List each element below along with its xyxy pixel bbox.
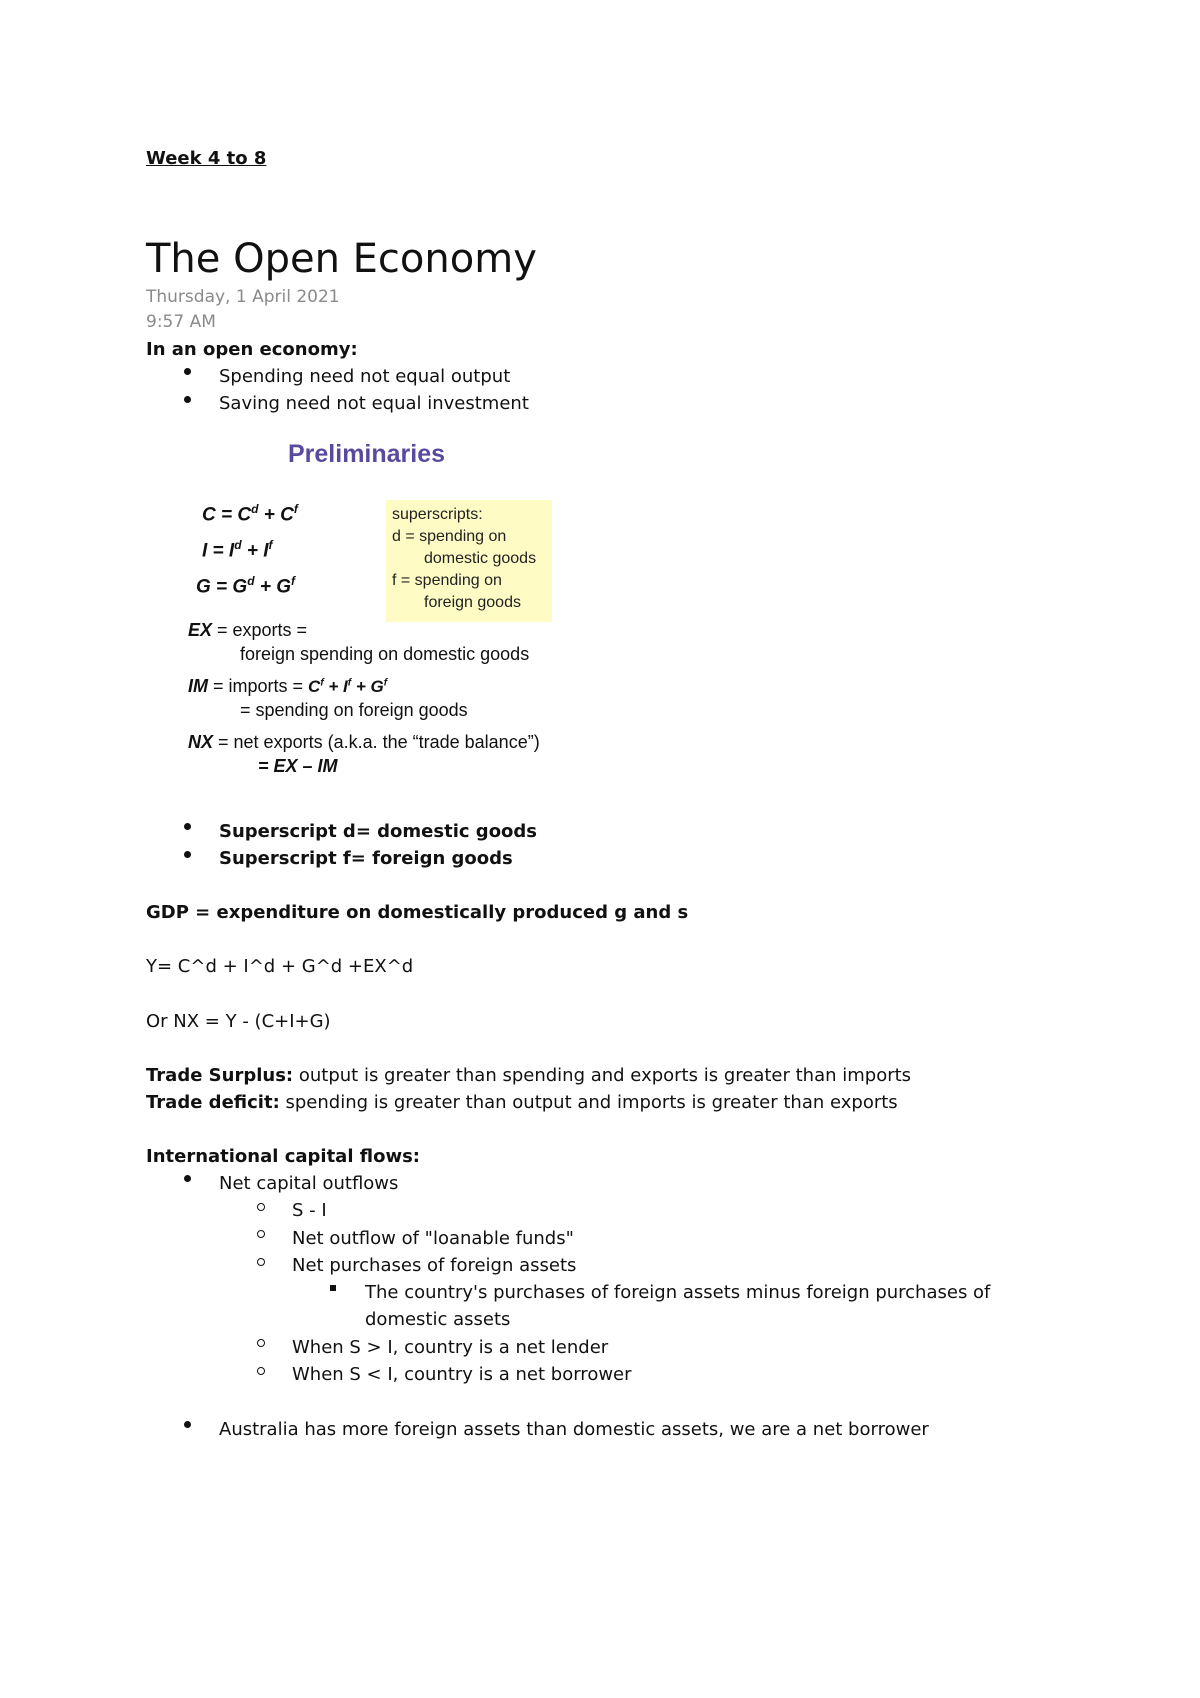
nx-definition: NX = net exports (a.k.a. the “trade balance”) — [188, 732, 540, 752]
note-line: foreign goods — [424, 594, 521, 611]
bullet-dot — [184, 851, 191, 858]
bullet-dot — [184, 1421, 191, 1428]
note-line: domestic goods — [424, 550, 537, 567]
list-item: Net outflow of "loanable funds" — [292, 1228, 574, 1249]
list-item: Australia has more foreign assets than domestic assets, we are a net borrower — [219, 1419, 929, 1440]
list-item: Spending need not equal output — [219, 366, 511, 387]
y-equation: Y= C^d + I^d + G^d +EX^d — [146, 956, 414, 977]
capital-heading: International capital flows: — [146, 1146, 421, 1167]
list-item-continued: domestic assets — [365, 1309, 511, 1330]
list-item: When S > I, country is a net lender — [292, 1337, 609, 1358]
circle-bullet — [257, 1258, 265, 1266]
ex-definition: EX = exports = — [188, 620, 308, 640]
square-bullet — [330, 1285, 336, 1291]
gdp-definition: GDP = expenditure on domestically produced g and s — [146, 902, 689, 923]
circle-bullet — [257, 1203, 265, 1211]
superscripts-note — [386, 500, 552, 622]
equation-c: $C = C^d + C^f$ — [202, 502, 298, 526]
circle-bullet — [257, 1367, 265, 1375]
week-heading: Week 4 to 8 — [146, 148, 267, 169]
ex-definition-line2: foreign spending on domestic goods — [240, 644, 530, 664]
circle-bullet — [257, 1230, 265, 1238]
trade-deficit: Trade deficit: spending is greater than output and imports is greater than exports — [146, 1092, 898, 1113]
page-date: Thursday, 1 April 2021 — [146, 287, 340, 307]
slide-title: Preliminaries — [288, 440, 446, 468]
equation-i: $I = I^d + I^f$ — [202, 538, 273, 562]
list-item: When S < I, country is a net borrower — [292, 1364, 632, 1385]
list-item: Superscript d= domestic goods — [219, 821, 538, 842]
bullet-dot — [184, 823, 191, 830]
nx-equation: Or NX = Y - (C+I+G) — [146, 1011, 331, 1032]
circle-bullet — [257, 1339, 265, 1347]
list-item: Saving need not equal investment — [219, 393, 529, 414]
list-item: The country's purchases of foreign assets minus foreign purchases of — [365, 1282, 991, 1303]
intro-heading: In an open economy: — [146, 339, 358, 360]
trade-surplus: Trade Surplus: output is greater than spending and exports is greater than imports — [146, 1065, 912, 1086]
preliminaries-slide — [180, 440, 620, 780]
page-time: 9:57 AM — [146, 312, 216, 332]
im-definition-line2: = spending on foreign goods — [240, 700, 468, 720]
note-line: superscripts: — [392, 506, 483, 523]
note-line: d = spending on — [392, 528, 507, 545]
bullet-dot — [184, 368, 191, 375]
nx-definition-line2: = EX – IM — [258, 756, 338, 776]
list-item: Net purchases of foreign assets — [292, 1255, 577, 1276]
list-item: Net capital outflows — [219, 1173, 399, 1194]
equation-g: $G = G^d + G^f$ — [196, 574, 296, 598]
list-item: Superscript f= foreign goods — [219, 848, 513, 869]
note-line: f = spending on — [392, 572, 502, 589]
bullet-dot — [184, 1175, 191, 1182]
bullet-dot — [184, 396, 191, 403]
list-item: S - I — [292, 1200, 327, 1221]
page-title: The Open Economy — [146, 236, 537, 282]
im-definition: IM = imports = $C^f + I^f + G^f$ — [188, 676, 388, 696]
